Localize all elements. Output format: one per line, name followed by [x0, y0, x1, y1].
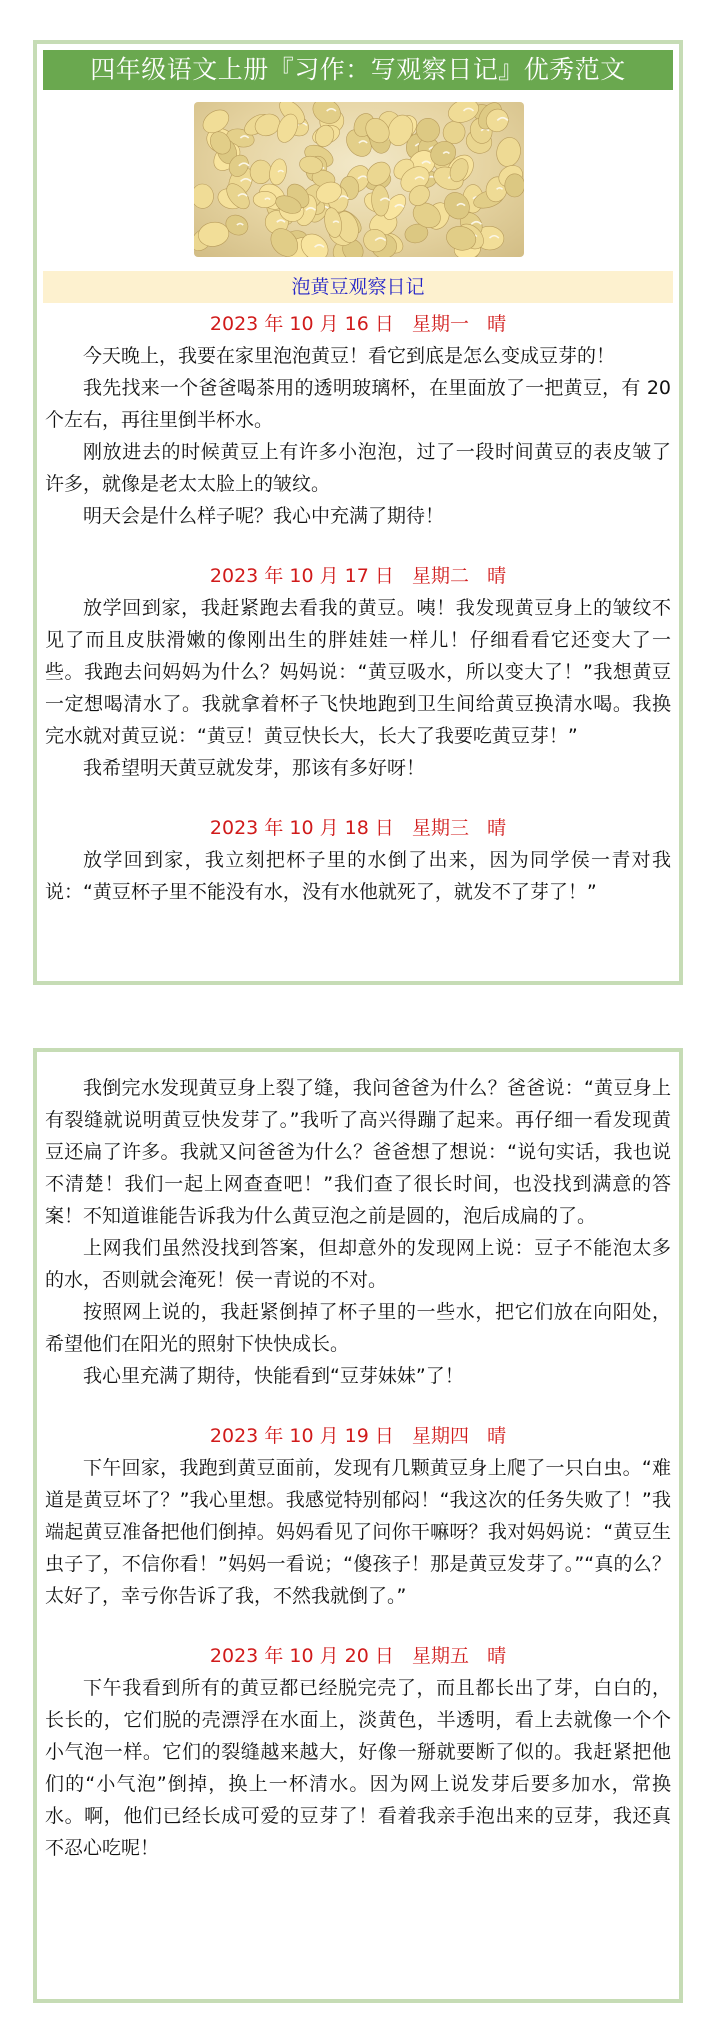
soybean [249, 160, 272, 185]
entry-paragraph: 刚放进去的时候黄豆上有许多小泡泡，过了一段时间黄豆的表皮皱了许多，就像是老太太脸上的皱纹。 [45, 441, 671, 495]
diary-panel-1 [33, 40, 683, 985]
soybean [194, 184, 214, 209]
entry-paragraph: 下午我看到所有的黄豆都已经脱完壳了，而且都长出了芽，白白的，长长的，它们脱的壳漂浮在水面上，淡黄色，半透明，看上去就像一个个小气泡一样。它们的裂缝越来越大，好像一掰就要断了似的。我赶紧把他们的“小气泡”倒掉，换上一杯清水。因为网上说发芽后要多加水，常换水。啊，他们已经长成可爱的豆芽了！看着我亲手泡出来的豆芽，我还真不忍心吃呢！ [45, 1677, 671, 1859]
entries-part-2 [45, 1072, 671, 1864]
diary-entry [45, 1420, 671, 1612]
entry-paragraph: 上网我们虽然没找到答案，但却意外的发现网上说：豆子不能泡太多的水，否则就会淹死！侯一青说的不对。 [45, 1237, 671, 1291]
entry-paragraph: 我心里充满了期待，快能看到“豆芽妹妹”了！ [83, 1365, 464, 1387]
diary-entry [45, 812, 671, 908]
soybean [505, 174, 524, 198]
entry-paragraph: 今天晚上，我要在家里泡泡黄豆！看它到底是怎么变成豆芽的！ [83, 345, 616, 367]
diary-entry-continued [45, 1072, 671, 1392]
entry-date: 2023 年 10 月 16 日 星期一 晴 [209, 313, 507, 335]
soybean [494, 135, 523, 169]
soybeans-photo [194, 102, 524, 257]
diary-subtitle: 泡黄豆观察日记 [43, 271, 673, 303]
entry-date: 2023 年 10 月 18 日 星期三 晴 [209, 817, 507, 839]
soybeans-image [194, 102, 524, 257]
soybean [371, 185, 391, 217]
entry-date: 2023 年 10 月 20 日 星期五 晴 [209, 1645, 507, 1667]
entry-paragraph: 我先找来一个爸爸喝茶用的透明玻璃杯，在里面放了一把黄豆，有 20 个左右，再往里倒半杯水。 [45, 377, 671, 431]
entry-date: 2023 年 10 月 19 日 星期四 晴 [209, 1425, 507, 1447]
entry-paragraph: 我倒完水发现黄豆身上裂了缝，我问爸爸为什么？爸爸说：“黄豆身上有裂缝就说明黄豆快发芽了。”我听了高兴得蹦了起来。再仔细一看发现黄豆还扁了许多。我就又问爸爸为什么？爸爸想了想说：“说句实话，我也说不清楚！我们一起上网查查吧！”我们查了很长时间，也没找到满意的答案！不知道谁能告诉我为什么黄豆泡之前是圆的，泡后成扁的了。 [45, 1077, 671, 1227]
page-title: 四年级语文上册『习作：写观察日记』优秀范文 [43, 50, 673, 90]
entry-paragraph: 按照网上说的，我赶紧倒掉了杯子里的一些水，把它们放在向阳处，希望他们在阳光的照射下快快成长。 [45, 1301, 671, 1355]
entry-paragraph: 放学回到家，我赶紧跑去看我的黄豆。咦！我发现黄豆身上的皱纹不见了而且皮肤滑嫩的像刚出生的胖娃娃一样儿！仔细看看它还变大了一些。我跑去问妈妈为什么？妈妈说：“黄豆吸水，所以变大了！”我想黄豆一定想喝清水了。我就拿着杯子飞快地跑到卫生间给黄豆换清水喝。我换完水就对黄豆说：“黄豆！黄豆快长大，长大了我要吃黄豆芽！” [45, 597, 671, 747]
diary-entry [45, 308, 671, 532]
entries-part-1 [45, 308, 671, 908]
entry-paragraph: 放学回到家，我立刻把杯子里的水倒了出来，因为同学侯一青对我说：“黄豆杯子里不能没有水，没有水他就死了，就发不了芽了！” [45, 849, 671, 903]
diary-panel-2 [33, 1048, 683, 2003]
entry-paragraph: 我希望明天黄豆就发芽，那该有多好呀！ [83, 757, 426, 779]
soybean [267, 157, 289, 186]
diary-entry [45, 1640, 671, 1864]
entry-paragraph: 下午回家，我跑到黄豆面前，发现有几颗黄豆身上爬了一只白虫。“难道是黄豆坏了？”我心里想。我感觉特别郁闷！“我这次的任务失败了！”我端起黄豆准备把他们倒掉。妈妈看见了问你干嘛呀？我对妈妈说：“黄豆生虫子了，不信你看！”妈妈一看说；“傻孩子！那是黄豆发芽了。”“真的么？太好了，幸亏你告诉了我，不然我就倒了。” [45, 1457, 671, 1607]
diary-entry [45, 560, 671, 784]
entry-date: 2023 年 10 月 17 日 星期二 晴 [209, 565, 507, 587]
entry-paragraph: 明天会是什么样子呢？我心中充满了期待！ [83, 505, 445, 527]
